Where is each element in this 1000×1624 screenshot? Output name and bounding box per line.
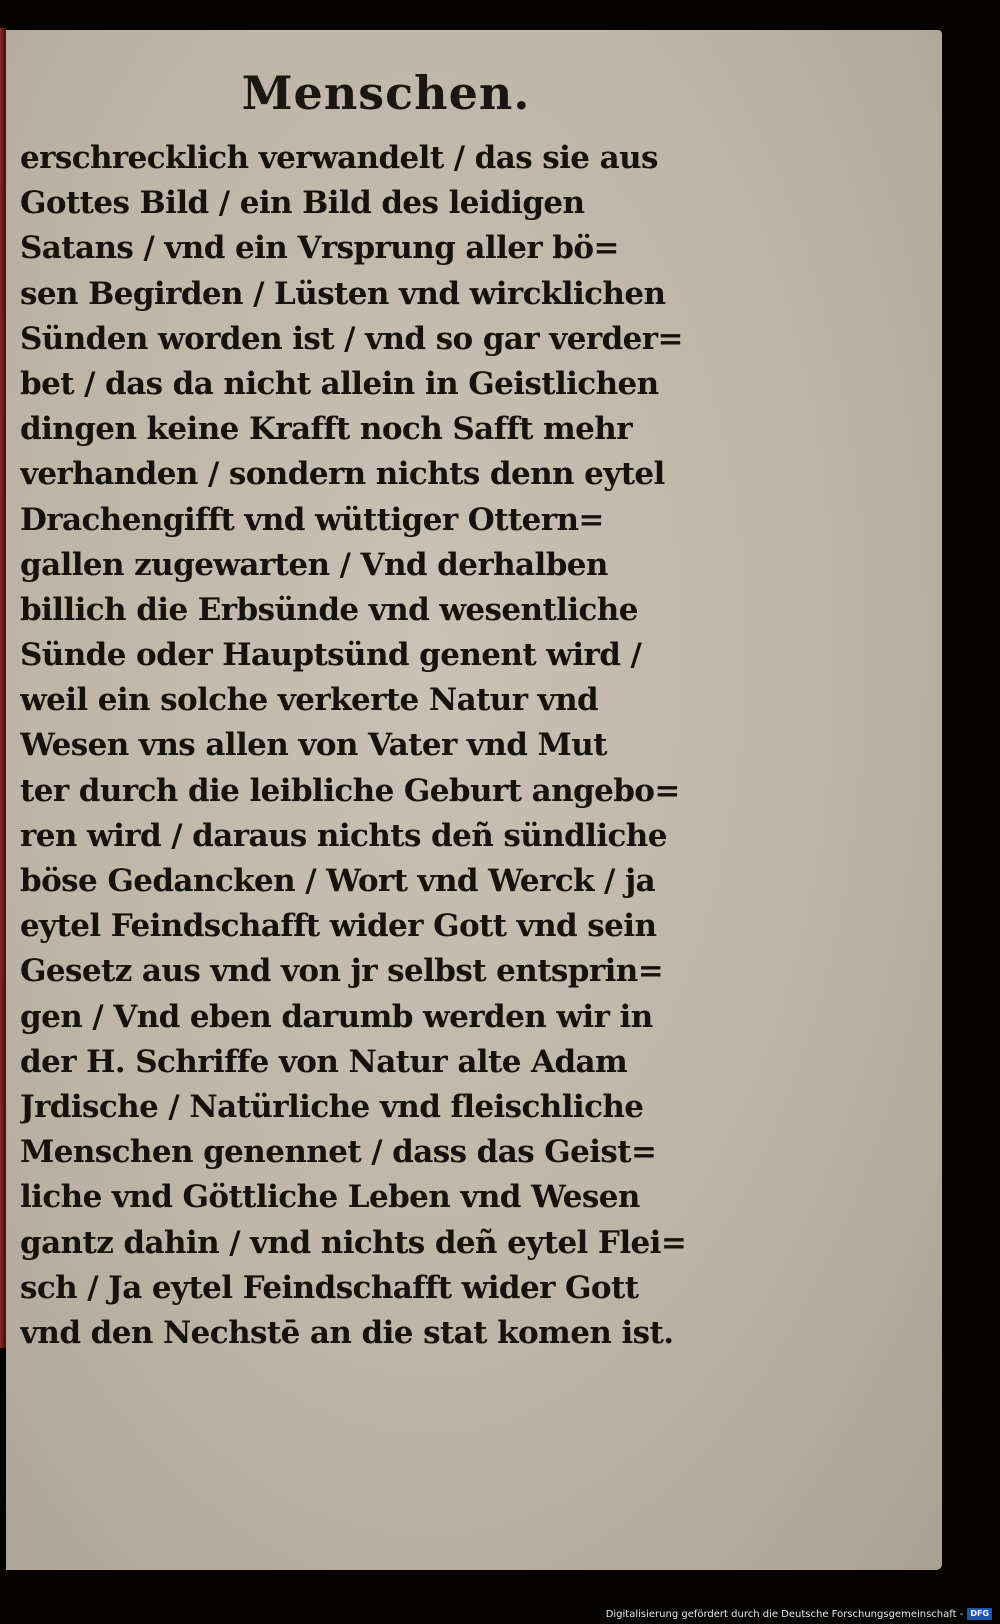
text-line: Drachengifft vnd wüttiger Ottern=: [20, 501, 604, 538]
text-line: ren wird / daraus nichts deñ sündliche: [20, 817, 667, 854]
text-line: der H. Schriffe von Natur alte Adam: [20, 1043, 628, 1080]
dfg-logo: DFG: [967, 1608, 992, 1620]
text-block: [20, 136, 740, 1356]
text-line: billich die Erbsünde vnd wesentliche: [20, 591, 638, 628]
text-line: Gesetz aus vnd von jr selbst entsprin=: [20, 953, 664, 990]
text-line: gantz dahin / vnd nichts deñ eytel Flei=: [20, 1224, 687, 1261]
text-line: Gottes Bild / ein Bild des leidigen: [20, 185, 585, 222]
text-line: verhanden / sondern nichts denn eytel: [20, 456, 665, 493]
text-line: Sünden worden ist / vnd so gar verder=: [20, 320, 683, 357]
text-line: böse Gedancken / Wort vnd Werck / ja: [20, 863, 656, 899]
text-line: gallen zugewarten / Vnd derhalben: [20, 546, 608, 583]
text-line: ter durch die leibliche Geburt angebo=: [20, 772, 680, 809]
text-line: Menschen genennet / dass das Geist=: [20, 1134, 657, 1171]
text-line: eytel Feindschafft wider Gott vnd sein: [20, 908, 657, 945]
footer-credit: [606, 1608, 992, 1620]
book-page: [6, 30, 942, 1570]
text-line: sen Begirden / Lüsten vnd wircklichen: [20, 275, 666, 312]
text-line: Wesen vns allen von Vater vnd Mut: [20, 727, 607, 764]
text-line: liche vnd Göttliche Leben vnd Wesen: [20, 1179, 640, 1216]
text-line: Sünde oder Hauptsünd genent wird /: [20, 637, 642, 674]
text-line: sch / Ja eytel Feindschafft wider Gott: [20, 1269, 639, 1306]
text-line: bet / das da nicht allein in Geistlichen: [20, 365, 659, 402]
running-head: Menschen.: [241, 66, 531, 120]
text-line: erschrecklich verwandelt / das sie aus: [20, 140, 658, 176]
text-line: gen / Vnd eben darumb werden wir in: [20, 998, 653, 1035]
text-line: weil ein solche verkerte Natur vnd: [20, 682, 599, 719]
footer-credit-text: Digitalisierung gefördert durch die Deutsche Forschungsgemeinschaft -: [605, 1608, 964, 1620]
text-line: dingen keine Krafft noch Safft mehr: [20, 411, 632, 448]
text-line: Satans / vnd ein Vrsprung aller bö=: [20, 230, 619, 267]
text-line: Jrdische / Natürliche vnd fleischliche: [20, 1088, 644, 1125]
text-line: vnd den Nechstē an die stat komen ist.: [20, 1314, 674, 1351]
